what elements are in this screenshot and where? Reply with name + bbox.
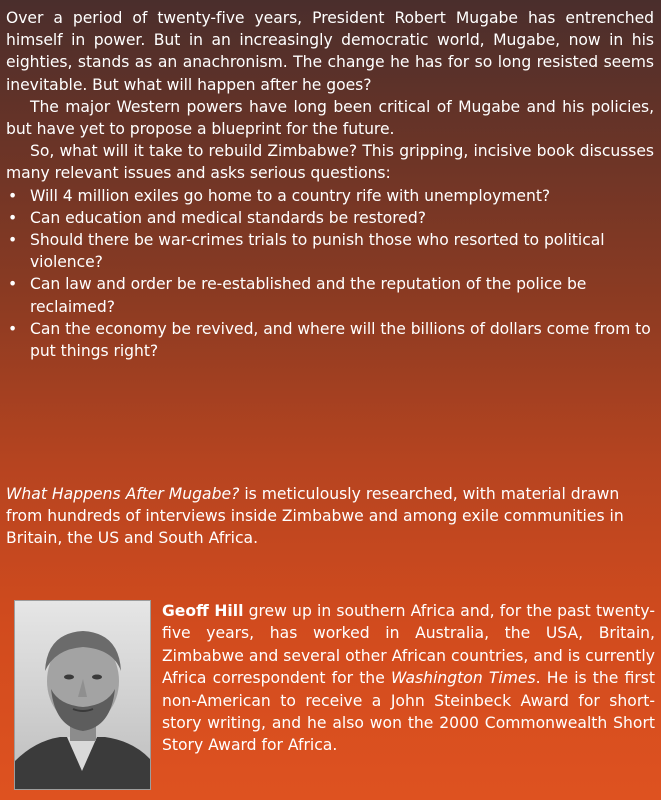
list-item bbox=[6, 273, 654, 317]
bullet-icon: • bbox=[8, 275, 18, 294]
question-text: Can law and order be re-established and the reputation of the police be reclaimed? bbox=[30, 275, 587, 316]
intro-paragraph-1: Over a period of twenty-five years, President Robert Mugabe has entrenched himself in power. But in an increasingly democratic world, Mugabe, now in his eighties, stands as an anachronism. The change he has for so long resisted seems inevitable. But what will happen after he goes? bbox=[6, 9, 654, 94]
question-text: Can education and medical standards be restored? bbox=[30, 208, 426, 227]
question-text: Will 4 million exiles go home to a country rife with unemployment? bbox=[30, 186, 551, 205]
list-item bbox=[6, 207, 654, 229]
author-bio bbox=[162, 600, 655, 757]
list-item bbox=[6, 185, 654, 207]
closing-text: is meticulously researched, with material drawn from hundreds of interviews inside Zimbabwe and among exile communities in Britain, the US and South Africa. bbox=[6, 485, 624, 548]
question-text: Can the economy be revived, and where will the billions of dollars come from to put things right? bbox=[30, 319, 651, 361]
question-list bbox=[6, 185, 654, 363]
blurb bbox=[6, 7, 654, 362]
author-section bbox=[10, 600, 655, 800]
author-photo bbox=[14, 600, 151, 790]
intro-paragraph-3: So, what will it take to rebuild Zimbabwe? This gripping, incisive book discusses many relevant issues and asks serious questions: bbox=[6, 142, 654, 183]
author-name: Geoff Hill bbox=[162, 602, 244, 620]
bullet-icon: • bbox=[8, 319, 18, 338]
bio-text-1: grew up in southern Africa and, for the past twenty-five years, has worked in Australia, the USA, Britain, Zimbabwe and several other African countries, and is currently Africa correspondent for the bbox=[162, 602, 655, 688]
book-title: What Happens After Mugabe? bbox=[6, 485, 240, 503]
publication-name: Washington Times bbox=[390, 669, 536, 688]
list-item bbox=[6, 318, 654, 362]
question-text: Should there be war-crimes trials to punish those who resorted to political violence? bbox=[30, 231, 605, 272]
bullet-icon: • bbox=[8, 208, 18, 227]
bullet-icon: • bbox=[8, 231, 18, 250]
closing-paragraph bbox=[6, 483, 654, 550]
intro-paragraph-2: The major Western powers have long been critical of Mugabe and his policies, but have yet to propose a blueprint for the future. bbox=[6, 97, 654, 139]
list-item bbox=[6, 229, 654, 273]
author-portrait-icon bbox=[15, 601, 150, 789]
bullet-icon: • bbox=[8, 186, 18, 205]
bio-text-2: . He is the first non-American to receive a John Steinbeck Award for short-story writing, and he also won the 2000 Commonwealth Short Story Award for Africa. bbox=[162, 669, 656, 755]
